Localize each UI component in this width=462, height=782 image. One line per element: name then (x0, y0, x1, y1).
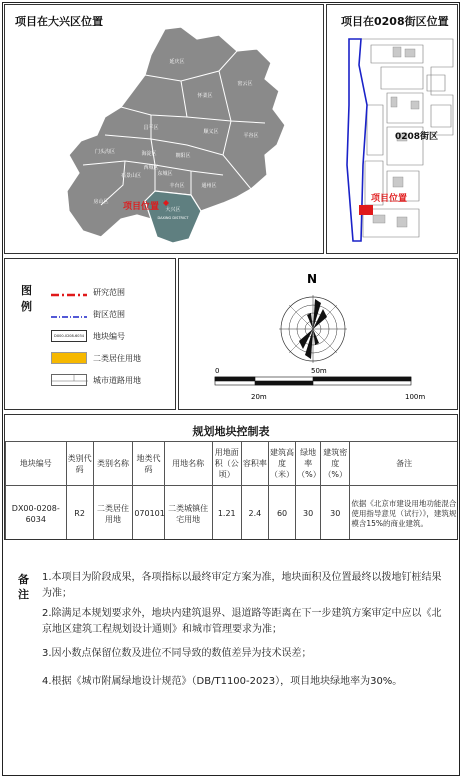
cell-land-code: 070101 (133, 486, 164, 541)
project-location-label: 项目位置 (123, 202, 160, 212)
cell-land-name: 二类城镇住宅用地 (164, 486, 212, 541)
scale-label-0: 0 (215, 367, 220, 375)
wind-rose-icon (279, 295, 347, 363)
label-shunyi: 顺义区 (203, 129, 219, 135)
label-fengtai: 丰台区 (169, 183, 185, 189)
beijing-map-panel (4, 4, 324, 254)
table-header-row (6, 442, 459, 486)
label-haidian: 海淀区 (141, 151, 157, 157)
legend-label: 街区范围 (93, 309, 125, 319)
cell-density: 30 (321, 486, 350, 541)
legend-item-parcel-code (51, 329, 125, 343)
cell-area: 1.21 (212, 486, 241, 541)
legend-label: 地块编号 (93, 331, 125, 341)
north-label: N (306, 272, 318, 286)
label-mentougou: 门头沟区 (94, 149, 116, 155)
block-map-title: 项目在0208街区位置 (341, 15, 449, 28)
parcel-code-icon: DX00-0208-6034 (51, 330, 87, 342)
legend-item-block-area (51, 307, 125, 321)
beijing-map-title: 项目在大兴区位置 (15, 15, 103, 28)
label-dongcheng: 东城区 (157, 171, 173, 177)
note-item-4: 4.根据《城市附属绿地设计规范》（DB/T1100-2023），项目地块绿地率为30%。 (42, 676, 403, 687)
col-header: 地块编号 (6, 442, 67, 486)
residential-swatch-icon (51, 352, 87, 364)
dash-dot-red-line-icon (51, 286, 87, 298)
label-xicheng: 西城区 (143, 165, 159, 171)
legend-item-study-area (51, 285, 125, 299)
label-yanqing: 延庆区 (169, 59, 185, 65)
parcel-control-table-panel (4, 414, 458, 540)
label-pinggu: 平谷区 (243, 133, 259, 139)
scale-label-50m: 50m (311, 367, 327, 375)
scale-label-100m: 100m (405, 393, 426, 401)
cell-height: 60 (268, 486, 295, 541)
block-project-label: 项目位置 (371, 194, 408, 204)
legend-label: 研究范围 (93, 287, 125, 297)
project-site-marker (359, 205, 373, 215)
cell-category-name: 二类居住用地 (93, 486, 133, 541)
col-header: 容积率 (241, 442, 268, 486)
cell-category-code: R2 (66, 486, 93, 541)
scale-bar (215, 377, 411, 385)
legend-heading: 图例 (21, 284, 32, 313)
block-map-panel (326, 4, 458, 254)
label-tongzhou: 通州区 (201, 183, 217, 189)
notes-heading: 备注 (18, 573, 29, 601)
col-header: 用地名称 (164, 442, 212, 486)
scale-label-20m: 20m (251, 393, 267, 401)
label-chaoyang: 朝阳区 (175, 153, 191, 159)
label-daxing: 大兴区 (165, 207, 181, 213)
cell-parcel-code: DX00-0208-6034 (6, 486, 67, 541)
legend-item-residential (51, 351, 141, 365)
label-miyun: 密云区 (237, 81, 253, 87)
label-shijingshan: 石景山区 (120, 173, 142, 179)
block-location-map (327, 5, 458, 254)
col-header: 建筑密度（%） (321, 442, 350, 486)
compass-rose (179, 259, 458, 410)
legend-label: 城市道路用地 (93, 375, 141, 385)
note-item-1: 1.本项目为阶段成果，各项指标以最终审定方案为准，地块面积及位置最终以拨地钉桩结果为准； (42, 572, 442, 599)
col-header: 地类代码 (133, 442, 164, 486)
beijing-district-map (5, 5, 324, 254)
col-header: 绿地率（%） (296, 442, 321, 486)
legend-item-road (51, 373, 141, 387)
label-huairou: 怀柔区 (197, 93, 213, 99)
compass-panel (178, 258, 458, 410)
table-title: 规划地块控制表 (192, 425, 270, 438)
cell-far: 2.4 (241, 486, 268, 541)
col-header: 建筑高度（米） (268, 442, 295, 486)
note-item-3: 3.因小数点保留位数及进位不同导致的数值差异为技术误差； (42, 648, 312, 659)
col-header: 备注 (350, 442, 458, 486)
cell-green-ratio: 30 (296, 486, 321, 541)
legend-panel (4, 258, 176, 410)
col-header: 类别代码 (66, 442, 93, 486)
dash-dot-blue-line-icon (51, 308, 87, 320)
cell-remark: 依据《北京市建设用地功能混合使用指导意见（试行）》，建筑规模含15%的商业建筑。 (350, 486, 458, 541)
label-changping: 昌平区 (143, 125, 159, 131)
label-fangshan: 房山区 (93, 199, 109, 205)
col-header: 用地面积（公顷） (212, 442, 241, 486)
notes-panel (4, 544, 458, 774)
block-label: 0208街区 (395, 132, 439, 142)
note-item-2: 2.除满足本规划要求外，地块内建筑退界、退道路等距离在下一步建筑方案审定中应以《北京地区建筑工程规划设计通则》和城市管理要求为准； (42, 608, 442, 635)
table-row (6, 486, 459, 541)
road-swatch-icon (51, 374, 87, 386)
label-daxing-en: DAXING DISTRICT (157, 216, 189, 220)
legend-label: 二类居住用地 (93, 353, 141, 363)
parcel-control-table (5, 441, 458, 540)
col-header: 类别名称 (93, 442, 133, 486)
